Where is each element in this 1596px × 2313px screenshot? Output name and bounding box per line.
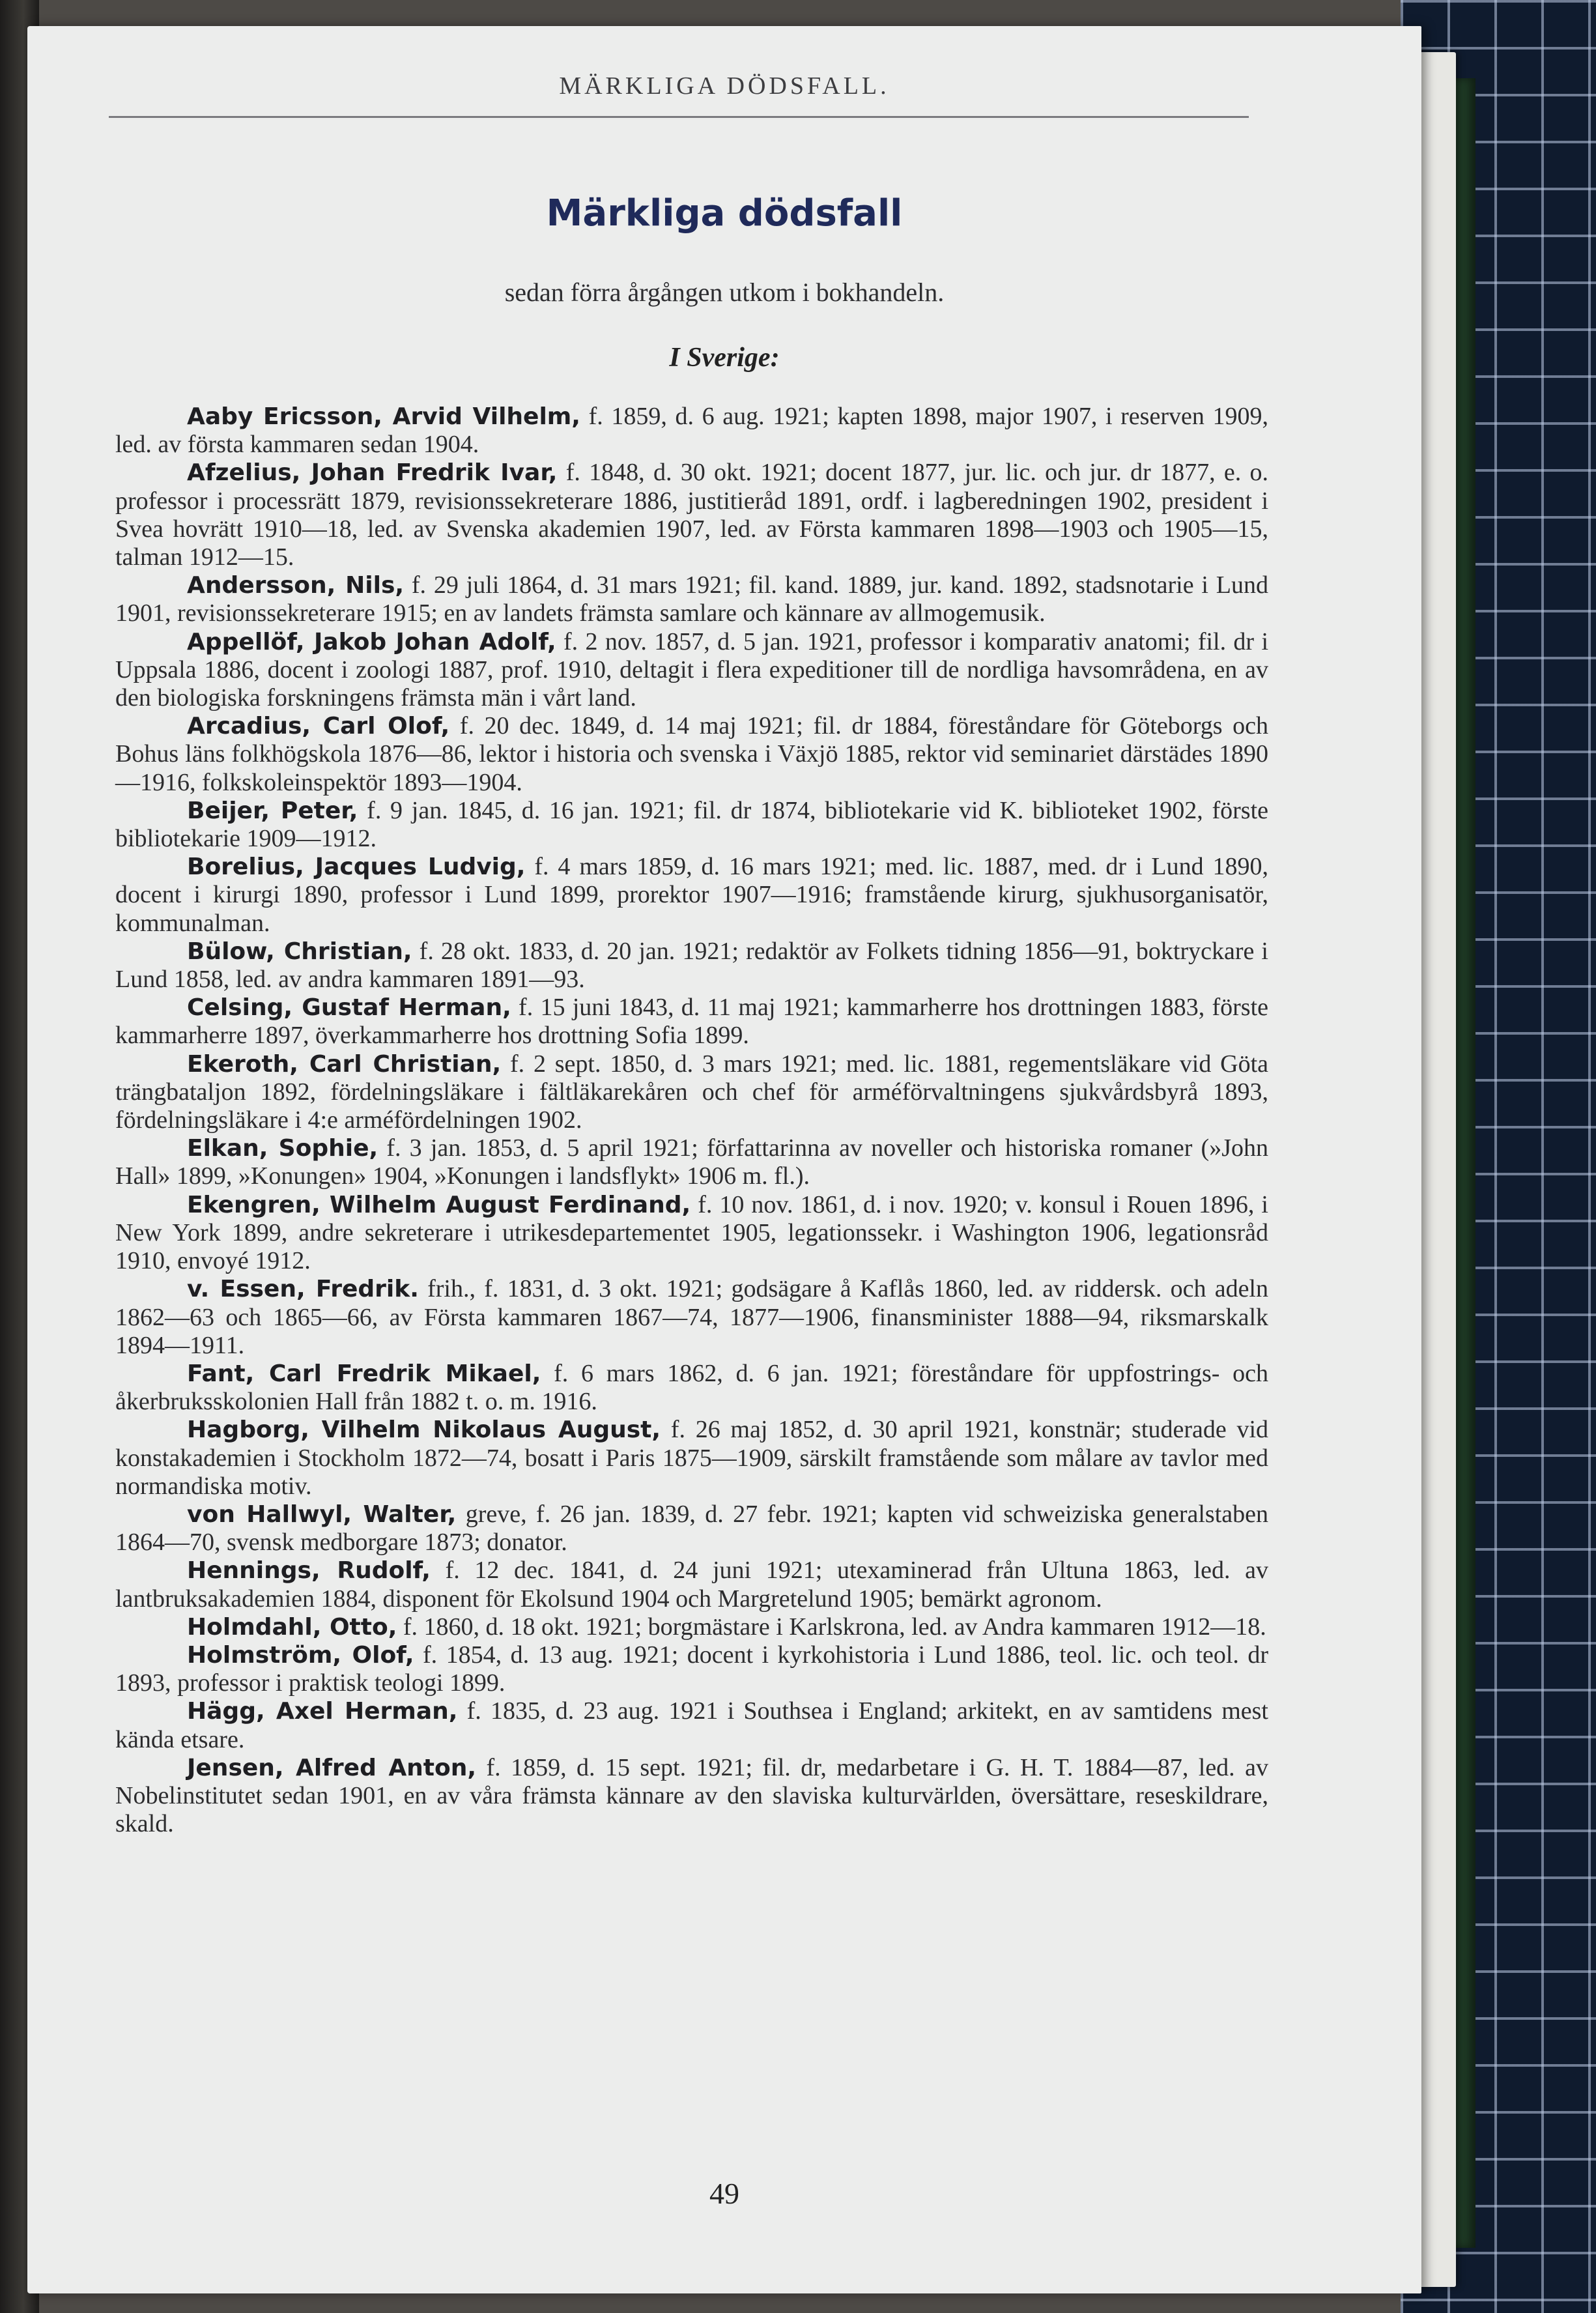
entry-text: f. 1848, d. 30 okt. 1921; docent 1877, jur. lic. och jur. dr 1877, e. o. professor i processrätt 1879, revisionssekreterare 1886, justitieråd 1891, ordf. i lagberedningen 1902, president i Svea hovrätt 1910—18, led. av Svenska akademien 1907, led. av Första kammaren 1898—1903 och 1905—15, talman 1912—15. <box>115 459 1268 571</box>
entry-text: f. 1859, d. 6 aug. 1921; kapten 1898, major 1907, i reserven 1909, led. av första kammaren sedan 1904. <box>115 403 1268 459</box>
entry-text: f. 6 mars 1862, d. 6 jan. 1921; föreståndare för uppfostrings- och åkerbruksskolonien Hall från 1882 t. o. m. 1916. <box>115 1359 1269 1416</box>
list-item <box>115 1275 1268 1360</box>
list-item <box>115 1191 1268 1276</box>
entry-name: Beijer, Peter, <box>187 797 358 824</box>
entry-text: f. 1859, d. 15 sept. 1921; fil. dr, medarbetare i G. H. T. 1884—87, led. av Nobelinstitutet sedan 1901, en av våra främsta kännare av den slaviska kulturvärlden, översättare, reseskildrare, skald. <box>115 1753 1268 1838</box>
list-item <box>115 628 1268 713</box>
list-item <box>115 1557 1268 1613</box>
entry-text: f. 20 dec. 1849, d. 14 maj 1921; fil. dr 1884, föreståndare för Göteborgs och Bohus läns folkhögskola 1876—86, lektor i historia och svenska i Växjö 1885, rektor vid seminariet därstädes 1890—1916, folkskoleinspektör 1893—1904. <box>115 712 1269 796</box>
entry-name: Fant, Carl Fredrik Mikael, <box>187 1360 541 1387</box>
list-item <box>115 853 1268 938</box>
list-item <box>115 1416 1268 1501</box>
entry-text: f. 1854, d. 13 aug. 1921; docent i kyrkohistoria i Lund 1886, teol. lic. och teol. dr 1893, professor i praktisk teologi 1899. <box>115 1641 1269 1697</box>
list-item <box>115 1641 1268 1697</box>
entry-text: f. 2 sept. 1850, d. 3 mars 1921; med. lic. 1881, regementsläkare vid Göta trängbataljon 1892, fördelningsläkare i fältläkarekåren och chef för arméförvaltningens sjukvårdsbyrå 1893, fördelningsläkare i 4:e arméfördelningen 1902. <box>115 1050 1268 1134</box>
entry-name: Elkan, Sophie, <box>187 1135 378 1162</box>
entry-name: Holmdahl, Otto, <box>187 1613 397 1641</box>
entry-text: f. 2 nov. 1857, d. 5 jan. 1921, professor i komparativ anatomi; fil. dr i Uppsala 1886, docent i zoologi 1887, prof. 1910, deltagit i flera expeditioner till de nordliga havsområdena, en av den biologiska forskningens främsta män i vårt land. <box>115 627 1268 712</box>
entry-name: Jensen, Alfred Anton, <box>187 1754 477 1781</box>
entry-name: Hennings, Rudolf, <box>187 1557 431 1585</box>
entry-text: f. 12 dec. 1841, d. 24 juni 1921; utexaminerad från Ultuna 1863, led. av lantbruksakademien 1884, disponent för Ekolsund 1904 och Margretelund 1905; bemärkt agronom. <box>115 1557 1268 1613</box>
entry-text: f. 3 jan. 1853, d. 5 april 1921; författarinna av noveller och historiska romaner (»John Hall» 1899, »Konungen» 1904, »Konungen i landsflykt» 1906 m. fl.). <box>115 1134 1268 1190</box>
entry-name: Celsing, Gustaf Herman, <box>187 994 511 1022</box>
page-title: Märkliga dödsfall <box>546 192 903 235</box>
entry-name: Arcadius, Carl Olof, <box>187 713 450 740</box>
entry-text: f. 15 juni 1843, d. 11 maj 1921; kammarherre hos drottningen 1883, förste kammarherre 1897, överkammarherre hos drottning Sofia 1899. <box>115 994 1269 1050</box>
running-head: MÄRKLIGA DÖDSFALL. <box>559 72 890 100</box>
list-item <box>115 403 1268 459</box>
list-item <box>115 1613 1268 1641</box>
entry-text: f. 1835, d. 23 aug. 1921 i Southsea i England; arkitekt, en av samtidens mest kända etsare. <box>115 1697 1268 1753</box>
entry-name: Afzelius, Johan Fredrik Ivar, <box>187 459 558 487</box>
entry-name: Hägg, Axel Herman, <box>187 1698 458 1725</box>
list-item <box>115 994 1268 1050</box>
entry-text: f. 9 jan. 1845, d. 16 jan. 1921; fil. dr 1874, bibliotekarie vid K. biblioteket 1902, förste bibliotekarie 1909—1912. <box>115 796 1269 853</box>
entry-text: greve, f. 26 jan. 1839, d. 27 febr. 1921; kapten vid schweiziska generalstaben 1864—70, svensk medborgare 1873; donator. <box>115 1500 1268 1557</box>
entry-name: von Hallwyl, Walter, <box>187 1501 457 1528</box>
section-heading: I Sverige: <box>669 343 780 373</box>
header-rule <box>109 116 1249 118</box>
list-item <box>115 571 1268 627</box>
list-item <box>115 938 1268 994</box>
entry-name: Bülow, Christian, <box>187 938 412 965</box>
list-item <box>115 1134 1268 1190</box>
entry-name: Aaby Ericsson, Arvid Vilhelm, <box>187 403 580 430</box>
book-page <box>27 26 1421 2293</box>
list-item <box>115 1050 1268 1135</box>
entry-text: f. 29 juli 1864, d. 31 mars 1921; fil. kand. 1889, jur. kand. 1892, stadsnotarie i Lund 1901, revisionssekreterare 1915; en av landets främsta samlare och kännare av allmogemusik. <box>115 571 1268 627</box>
list-item <box>115 1697 1268 1753</box>
obituary-list <box>115 403 1268 1838</box>
entry-name: v. Essen, Fredrik. <box>187 1276 419 1303</box>
list-item <box>115 459 1268 571</box>
list-item <box>115 1360 1268 1416</box>
entry-text: f. 28 okt. 1833, d. 20 jan. 1921; redaktör av Folkets tidning 1856—91, boktryckare i Lund 1858, led. av andra kammaren 1891—93. <box>115 937 1268 994</box>
entry-text: f. 4 mars 1859, d. 16 mars 1921; med. lic. 1887, med. dr i Lund 1890, docent i kirurgi 1890, professor i Lund 1899, prorektor 1907—1916; framstående kirurg, sjukhusorganisatör, kommunalman. <box>115 853 1269 937</box>
entry-text: f. 1860, d. 18 okt. 1921; borgmästare i Karlskrona, led. av Andra kammaren 1912—18. <box>397 1613 1266 1641</box>
entry-name: Holmström, Olof, <box>187 1641 414 1669</box>
entry-name: Borelius, Jacques Ludvig, <box>187 854 526 881</box>
list-item <box>115 1501 1268 1557</box>
entry-text: f. 26 maj 1852, d. 30 april 1921, konstnär; studerade vid konstakademien i Stockholm 1872—74, bosatt i Paris 1875—1909, särskilt framstående som målare av tavlor med normandiska motiv. <box>115 1416 1268 1500</box>
entry-text: frih., f. 1831, d. 3 okt. 1921; godsägare å Kaflås 1860, led. av riddersk. och adeln 1862—63 och 1865—66, av Första kammaren 1867—74, 1877—1906, finansminister 1888—94, riksmarskalk 1894—1911. <box>115 1275 1268 1359</box>
entry-name: Ekengren, Wilhelm August Ferdinand, <box>187 1191 691 1218</box>
entry-name: Appellöf, Jakob Johan Adolf, <box>187 628 556 655</box>
entry-name: Andersson, Nils, <box>187 572 405 599</box>
list-item <box>115 797 1268 853</box>
entry-name: Ekeroth, Carl Christian, <box>187 1050 502 1078</box>
list-item <box>115 712 1268 797</box>
list-item <box>115 1754 1268 1839</box>
entry-text: f. 10 nov. 1861, d. i nov. 1920; v. konsul i Rouen 1896, i New York 1899, andre sekreterare i utrikesdepartementet 1905, legationssekr. i Washington 1906, legationsråd 1910, envoyé 1912. <box>115 1190 1268 1275</box>
entry-name: Hagborg, Vilhelm Nikolaus August, <box>187 1416 661 1444</box>
page-subtitle: sedan förra årgången utkom i bokhandeln. <box>504 278 945 307</box>
page-number: 49 <box>709 2177 739 2210</box>
